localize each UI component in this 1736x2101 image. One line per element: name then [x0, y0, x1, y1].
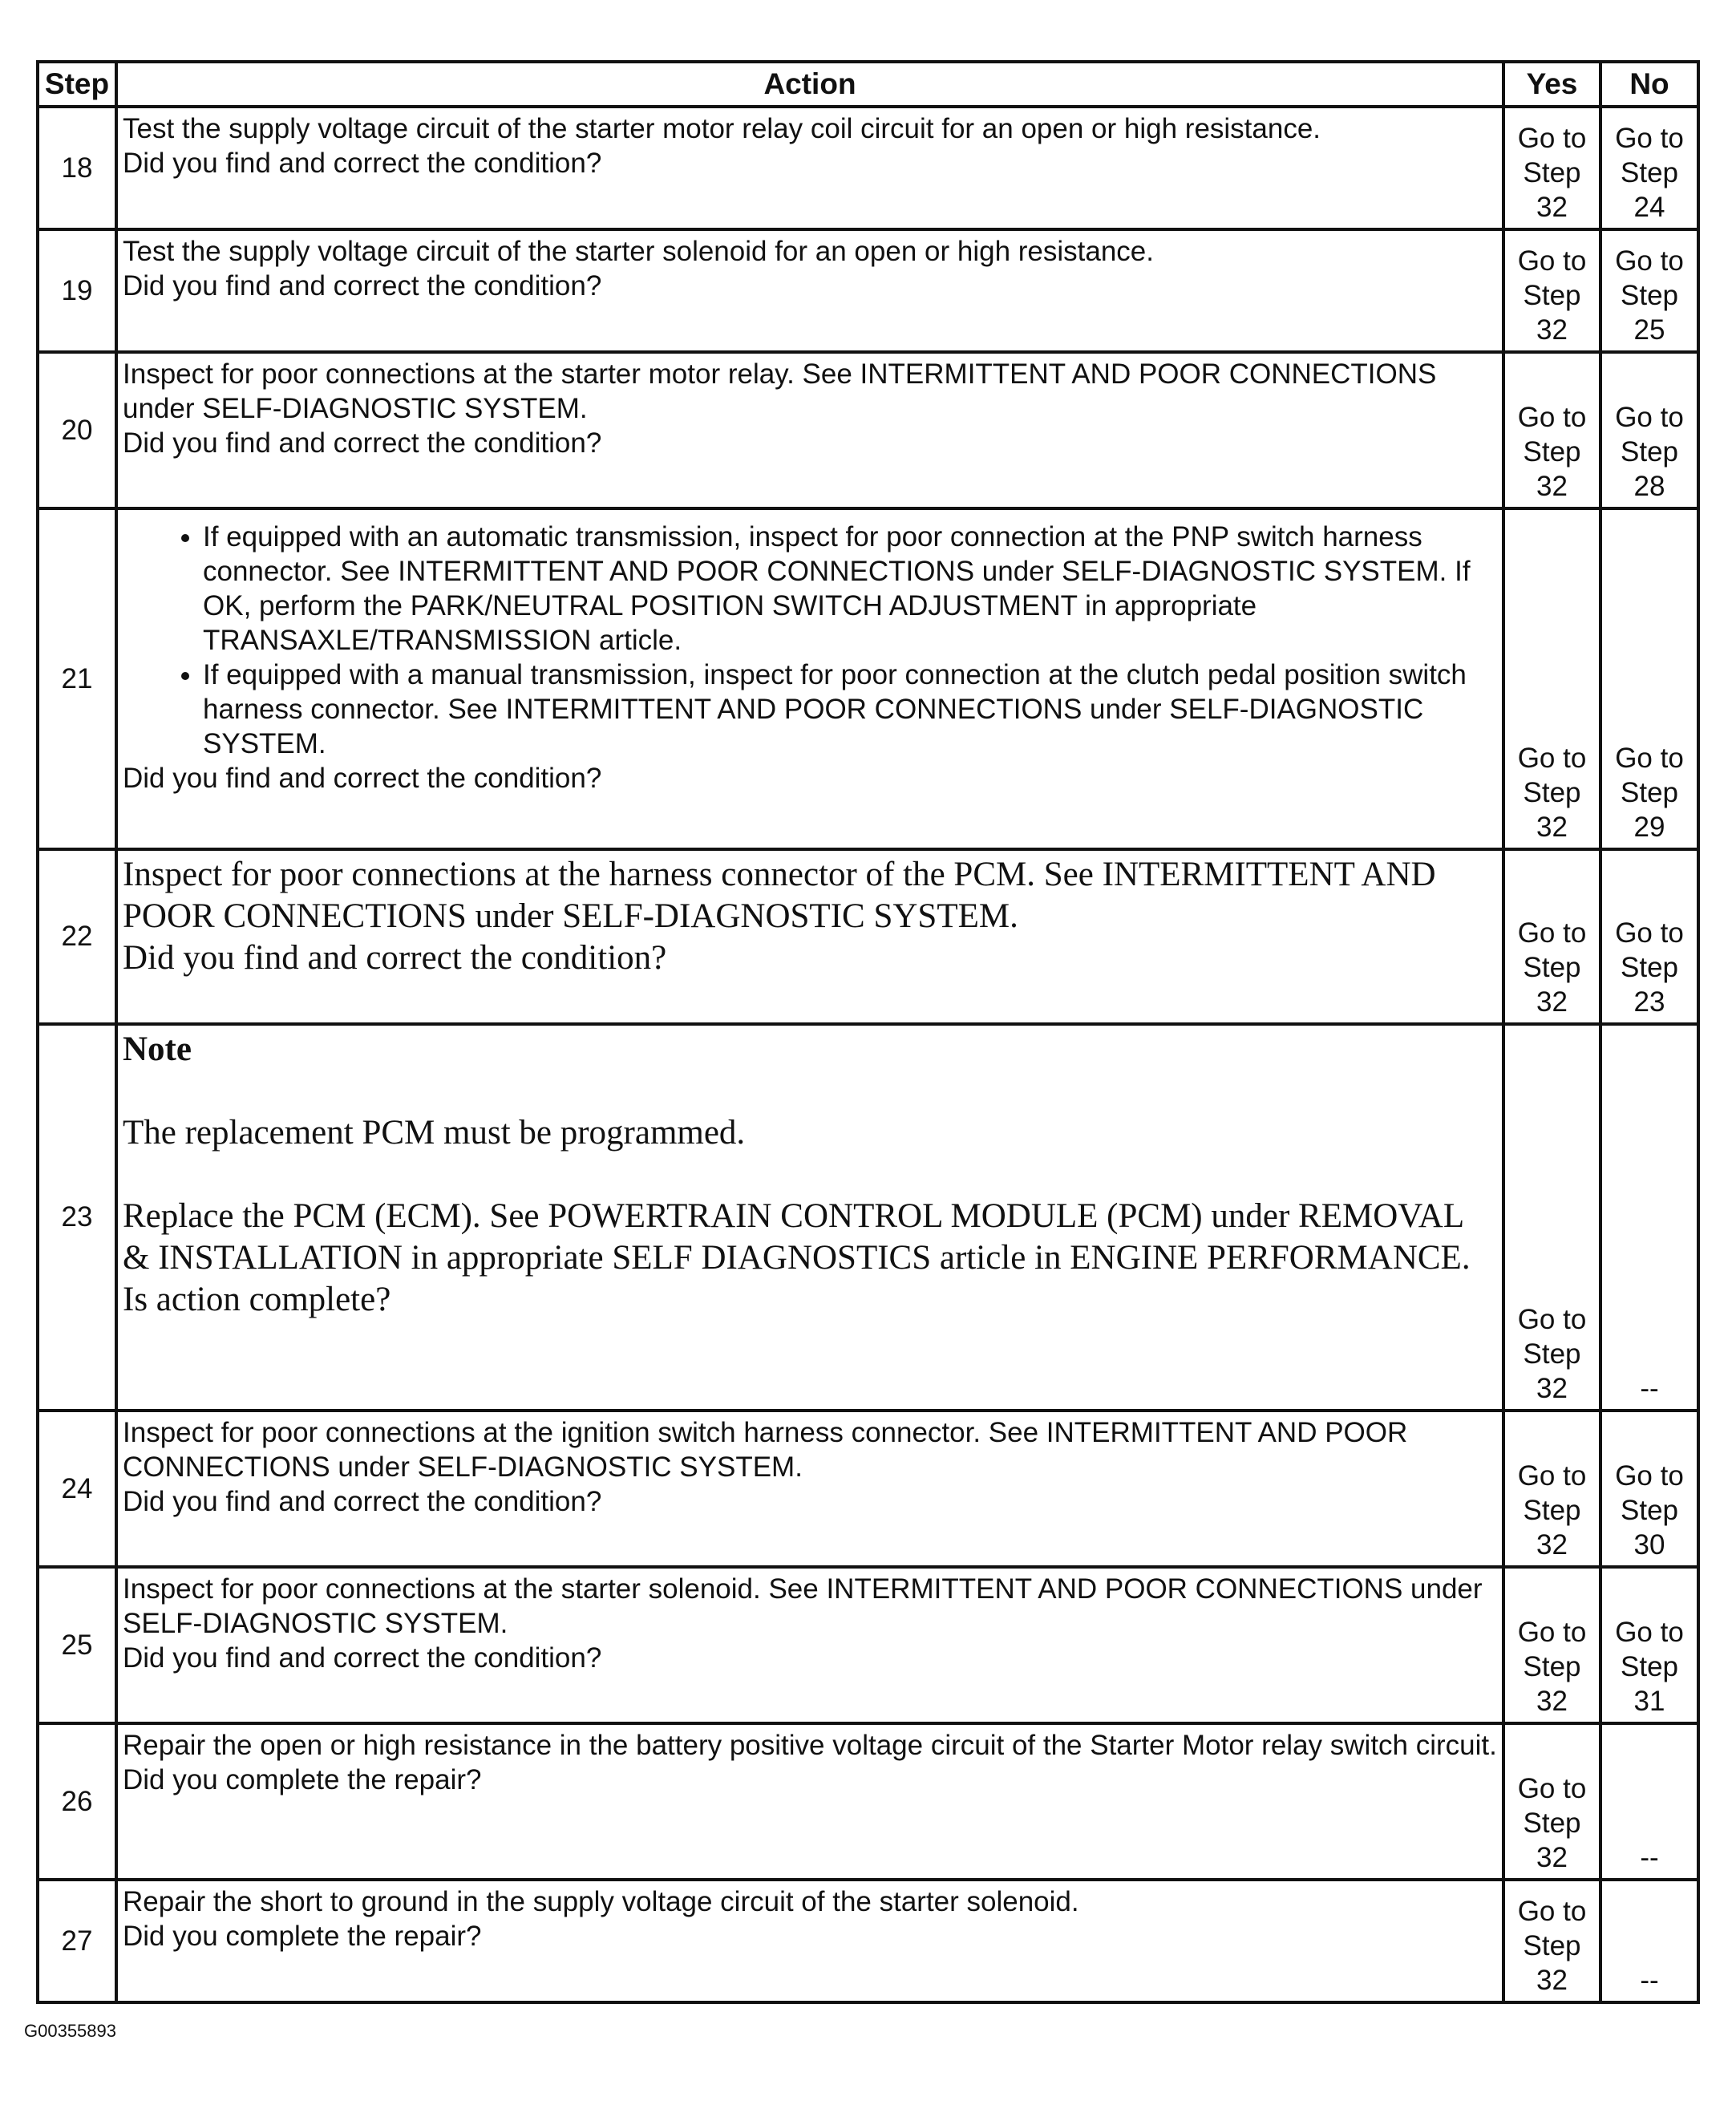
figure-code: G00355893 — [24, 2021, 116, 2041]
yes-goto: Go to — [1517, 743, 1587, 774]
yes-step-label: Step — [1523, 1338, 1581, 1370]
yes-step-label: Step — [1523, 157, 1581, 188]
table-row — [38, 1723, 1698, 1880]
no-cell — [1600, 1567, 1698, 1723]
action-cell — [116, 107, 1503, 229]
yes-cell — [1503, 1880, 1600, 2002]
step-number: 19 — [38, 229, 116, 352]
header-action: Action — [116, 62, 1503, 107]
no-step-label: Step — [1621, 777, 1678, 808]
yes-step-number: 32 — [1536, 1842, 1568, 1873]
no-step-label: Step — [1621, 280, 1678, 311]
yes-step-number: 32 — [1536, 1529, 1568, 1561]
yes-step-label: Step — [1523, 777, 1581, 808]
no-step-label: Step — [1621, 157, 1678, 188]
action-text: Inspect for poor connections at the starter motor relay. See INTERMITTENT AND POOR CONNECTIONS under SELF-DIAGNOSTIC SYSTEM. — [123, 358, 1437, 424]
no-dash: -- — [1640, 1842, 1659, 1873]
action-text: Inspect for poor connections at the harness connector of the PCM. See INTERMITTENT AND POOR CONNECTIONS under SELF-DIAGNOSTIC SYSTEM. — [123, 856, 1436, 935]
yes-cell — [1503, 508, 1600, 849]
yes-step-label: Step — [1523, 1930, 1581, 1961]
question-text: Did you complete the repair? — [123, 1921, 482, 1952]
header-row — [38, 62, 1698, 107]
question-text: Did you find and correct the condition? — [123, 148, 602, 179]
question-text: Did you find and correct the condition? — [123, 1486, 602, 1517]
yes-goto: Go to — [1517, 1773, 1587, 1804]
yes-step-number: 32 — [1536, 812, 1568, 843]
no-cell — [1600, 352, 1698, 508]
no-step-number: 25 — [1633, 314, 1665, 346]
no-cell — [1600, 1880, 1698, 2002]
question-text: Did you complete the repair? — [123, 1764, 482, 1795]
step-number: 21 — [38, 508, 116, 849]
no-step-number: 28 — [1633, 471, 1665, 502]
header-no: No — [1600, 62, 1698, 107]
yes-cell — [1503, 1024, 1600, 1411]
yes-cell — [1503, 1723, 1600, 1880]
action-cell — [116, 229, 1503, 352]
action-cell — [116, 352, 1503, 508]
note-heading: Note — [123, 1030, 192, 1068]
action-text: Repair the open or high resistance in the battery positive voltage circuit of the Starter Motor relay switch circuit. — [123, 1730, 1497, 1761]
action-cell — [116, 508, 1503, 849]
yes-step-number: 32 — [1536, 986, 1568, 1018]
step-number: 23 — [38, 1024, 116, 1411]
no-cell — [1600, 849, 1698, 1024]
question-text: Did you find and correct the condition? — [123, 1642, 602, 1674]
yes-step-label: Step — [1523, 1495, 1581, 1526]
question-text: Did you find and correct the condition? — [123, 939, 667, 977]
no-goto: Go to — [1615, 123, 1684, 154]
action-cell — [116, 1567, 1503, 1723]
no-cell — [1600, 1411, 1698, 1567]
no-step-number: 30 — [1633, 1529, 1665, 1561]
table-row — [38, 1567, 1698, 1723]
action-cell — [116, 1880, 1503, 2002]
list-item: • If equipped with an automatic transmission, inspect for poor connection at the PNP switch harness connector. See INTERMITTENT AND POOR CONNECTIONS under SELF-DIAGNOSTIC SYSTEM. If OK, perform the PARK/NEUTRAL POSITION SWITCH ADJUSTMENT in appropriate TRANSAXLE/TRANSMISSION article. — [203, 520, 1497, 658]
yes-goto: Go to — [1517, 1896, 1587, 1927]
no-goto: Go to — [1615, 245, 1684, 277]
no-step-label: Step — [1621, 952, 1678, 983]
action-cell — [116, 849, 1503, 1024]
no-step-label: Step — [1621, 1495, 1678, 1526]
yes-step-number: 32 — [1536, 1373, 1568, 1404]
action-cell — [116, 1723, 1503, 1880]
yes-step-label: Step — [1523, 436, 1581, 468]
action-text: Inspect for poor connections at the ignition switch harness connector. See INTERMITTENT AND POOR CONNECTIONS under SELF-DIAGNOSTIC SYSTEM. — [123, 1417, 1408, 1483]
table-row — [38, 1411, 1698, 1567]
step-number: 22 — [38, 849, 116, 1024]
no-step-number: 29 — [1633, 812, 1665, 843]
header-step: Step — [38, 62, 116, 107]
table-row — [38, 1880, 1698, 2002]
yes-step-number: 32 — [1536, 192, 1568, 223]
bullet-list — [123, 520, 1497, 761]
no-goto: Go to — [1615, 1460, 1684, 1492]
no-dash: -- — [1640, 1373, 1659, 1404]
diagnostic-table — [36, 60, 1700, 2004]
no-cell — [1600, 107, 1698, 229]
no-goto: Go to — [1615, 1617, 1684, 1648]
yes-goto: Go to — [1517, 1460, 1587, 1492]
yes-step-number: 32 — [1536, 1965, 1568, 1996]
table-row — [38, 1024, 1698, 1411]
action-cell — [116, 1411, 1503, 1567]
table-row — [38, 849, 1698, 1024]
step-number: 18 — [38, 107, 116, 229]
yes-goto: Go to — [1517, 1304, 1587, 1335]
action-text: Replace the PCM (ECM). See POWERTRAIN CONTROL MODULE (PCM) under REMOVAL & INSTALLATION in appropriate SELF DIAGNOSTICS article in ENGINE PERFORMANCE. — [123, 1197, 1471, 1277]
question-text: Did you find and correct the condition? — [123, 270, 602, 302]
yes-cell — [1503, 229, 1600, 352]
yes-cell — [1503, 107, 1600, 229]
step-number: 24 — [38, 1411, 116, 1567]
header-yes: Yes — [1503, 62, 1600, 107]
yes-goto: Go to — [1517, 402, 1587, 433]
no-cell — [1600, 1723, 1698, 1880]
no-cell — [1600, 229, 1698, 352]
action-cell — [116, 1024, 1503, 1411]
action-text: Inspect for poor connections at the starter solenoid. See INTERMITTENT AND POOR CONNECTIONS under SELF-DIAGNOSTIC SYSTEM. — [123, 1573, 1483, 1639]
yes-step-number: 32 — [1536, 314, 1568, 346]
table-row — [38, 508, 1698, 849]
no-goto: Go to — [1615, 402, 1684, 433]
yes-goto: Go to — [1517, 1617, 1587, 1648]
yes-step-label: Step — [1523, 952, 1581, 983]
list-item: • If equipped with a manual transmission, inspect for poor connection at the clutch pedal position switch harness connector. See INTERMITTENT AND POOR CONNECTIONS under SELF-DIAGNOSTIC SYSTEM. — [203, 658, 1497, 761]
yes-step-number: 32 — [1536, 471, 1568, 502]
question-text: Did you find and correct the condition? — [123, 763, 602, 794]
yes-step-label: Step — [1523, 1651, 1581, 1682]
no-step-number: 23 — [1633, 986, 1665, 1018]
yes-goto: Go to — [1517, 245, 1587, 277]
yes-goto: Go to — [1517, 917, 1587, 949]
step-number: 20 — [38, 352, 116, 508]
no-cell — [1600, 1024, 1698, 1411]
step-number: 27 — [38, 1880, 116, 2002]
no-cell — [1600, 508, 1698, 849]
yes-cell — [1503, 352, 1600, 508]
action-text: The replacement PCM must be programmed. — [123, 1114, 746, 1152]
table-row — [38, 352, 1698, 508]
action-text: Test the supply voltage circuit of the starter motor relay coil circuit for an open or high resistance. — [123, 113, 1321, 144]
no-goto: Go to — [1615, 917, 1684, 949]
no-dash: -- — [1640, 1965, 1659, 1996]
no-step-number: 31 — [1633, 1686, 1665, 1717]
yes-step-number: 32 — [1536, 1686, 1568, 1717]
yes-cell — [1503, 1567, 1600, 1723]
no-step-number: 24 — [1633, 192, 1665, 223]
yes-cell — [1503, 1411, 1600, 1567]
table-row — [38, 107, 1698, 229]
question-text: Is action complete? — [123, 1281, 391, 1318]
yes-step-label: Step — [1523, 1808, 1581, 1839]
no-goto: Go to — [1615, 743, 1684, 774]
yes-step-label: Step — [1523, 280, 1581, 311]
action-text: Repair the short to ground in the supply voltage circuit of the starter solenoid. — [123, 1886, 1079, 1917]
no-step-label: Step — [1621, 436, 1678, 468]
table-row — [38, 229, 1698, 352]
no-step-label: Step — [1621, 1651, 1678, 1682]
question-text: Did you find and correct the condition? — [123, 427, 602, 459]
yes-goto: Go to — [1517, 123, 1587, 154]
step-number: 26 — [38, 1723, 116, 1880]
action-text: Test the supply voltage circuit of the starter solenoid for an open or high resistance. — [123, 236, 1154, 267]
step-number: 25 — [38, 1567, 116, 1723]
yes-cell — [1503, 849, 1600, 1024]
